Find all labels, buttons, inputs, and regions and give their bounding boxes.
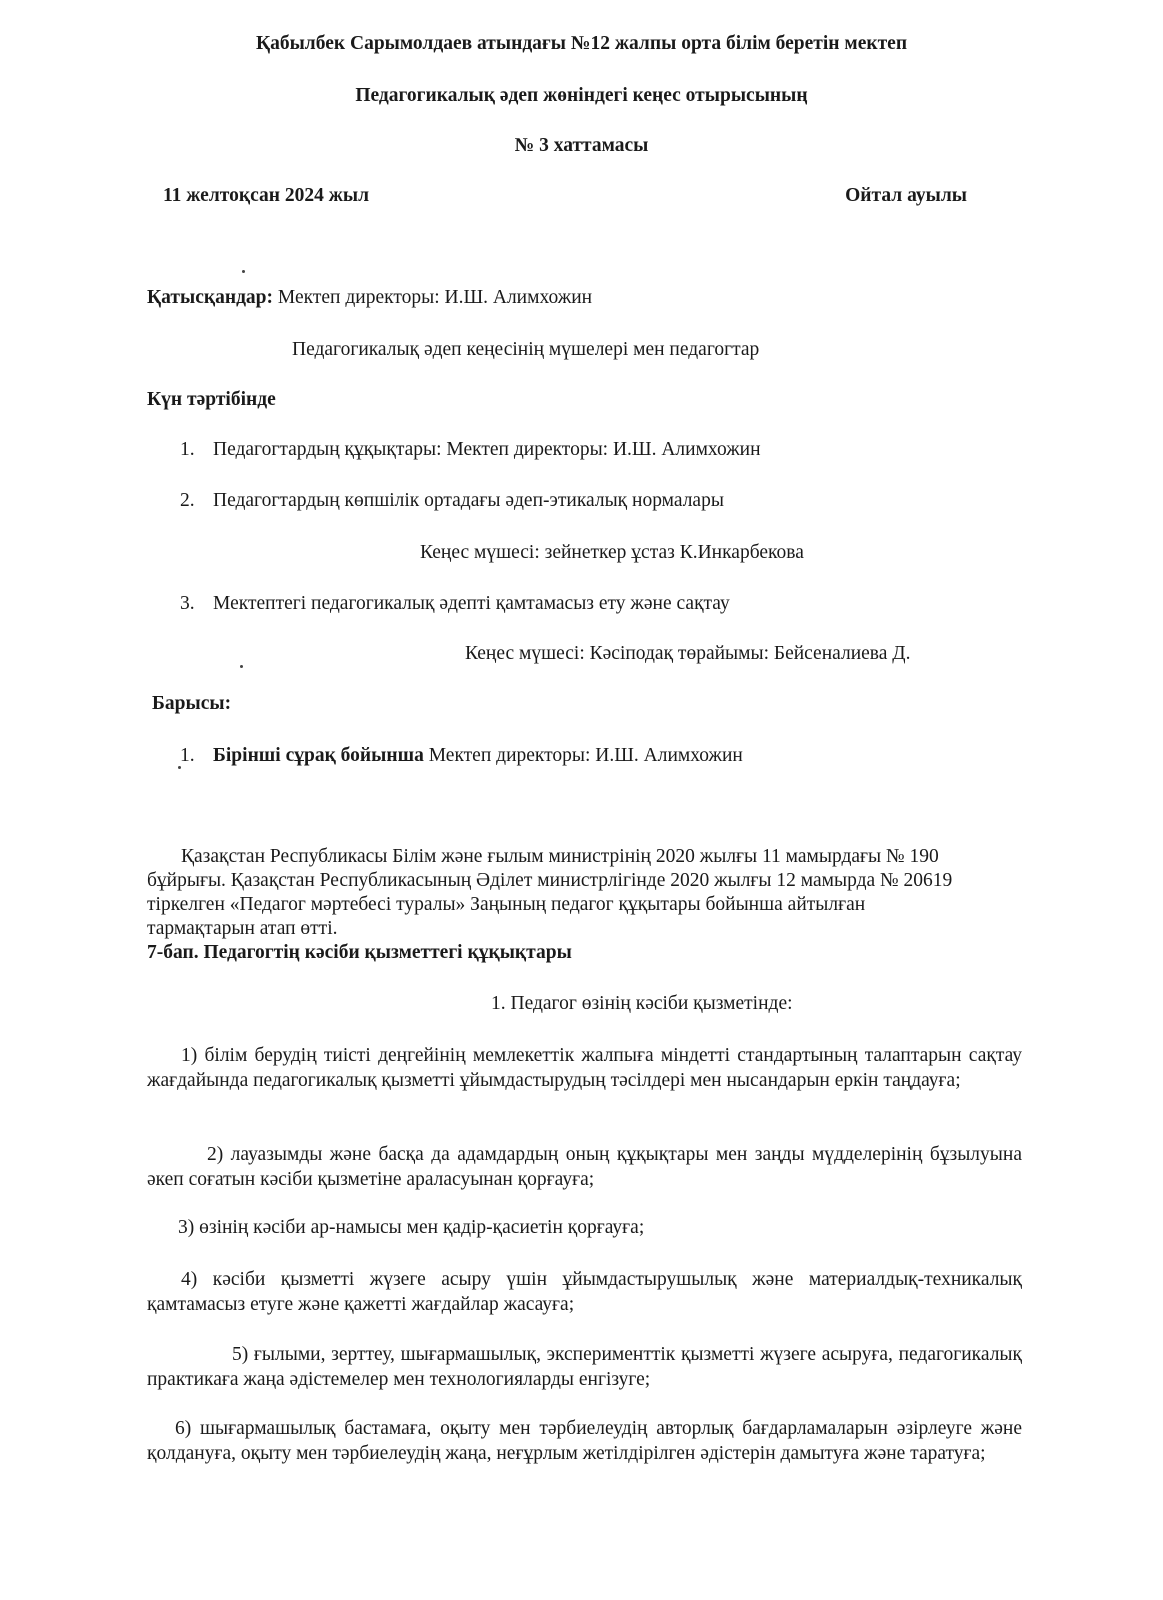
agenda-item-1-number: 1. (180, 439, 195, 460)
right-item-1: 1) білім берудің тиісті деңгейінің мемлекеттік жалпыға міндетті стандартының талаптарын сақтау жағдайында педагогикалық қызметті ұйымдастырудың тәсілдері мен нысандарын еркін таңдауға; (147, 1045, 1022, 1091)
agenda-item-1-text: Педагогтардың құқықтары: Мектеп директоры: И.Ш. Алимхожин (213, 439, 761, 460)
agenda-item-2-number: 2. (180, 490, 195, 511)
progress-item-rest: Мектеп директоры: И.Ш. Алимхожин (423, 745, 743, 766)
intro-line-1: Қазақстан Республикасы Білім және ғылым министрінің 2020 жылғы 11 мамырдағы № 190 (181, 846, 939, 867)
progress-title: Барысы: (152, 693, 232, 714)
agenda-item-2-speaker: Кеңес мүшесі: зейнеткер ұстаз К.Инкарбекова (420, 542, 804, 563)
intro-line-4: тармақтарын атап өтті. (147, 918, 338, 939)
agenda-item-3-number: 3. (180, 593, 195, 614)
scan-speck (240, 665, 243, 668)
right-item-2: 2) лауазымды және басқа да адамдардың оның құқықтары мен заңды мүдделерінің бұзылуына әкеп соғатын кәсіби қызметіне араласуынан қорғауға; (147, 1144, 1022, 1190)
agenda-item-3-text: Мектептегі педагогикалық әдепті қамтамасыз ету және сақтау (213, 593, 730, 614)
meeting-place: Ойтал ауылы (845, 185, 967, 206)
participants-line (147, 286, 592, 310)
intro-line-3: тіркелген «Педагог мәртебесі туралы» Заңының педагог құқытары бойынша айтылған (147, 894, 866, 915)
right-item-5: 5) ғылыми, зерттеу, шығармашылық, эксперименттік қызметті жүзеге асыруға, педагогикалық практикаға жаңа әдістемелер мен технологияларды енгізуге; (147, 1344, 1022, 1390)
agenda-item-2-text: Педагогтардың көпшілік ортадағы әдеп-этикалық нормалары (213, 490, 724, 511)
scan-speck (178, 766, 181, 769)
participants-director: Мектеп директоры: И.Ш. Алимхожин (273, 287, 593, 308)
article-clause: 1. Педагог өзінің кәсіби қызметінде: (491, 993, 793, 1014)
right-item-3: 3) өзінің кәсіби ар-намысы мен қадір-қасиетін қорғауға; (178, 1217, 645, 1238)
intro-line-2: бұйрығы. Қазақстан Республикасының Әділет министрлігінде 2020 жылғы 12 мамырда № 20619 (147, 870, 953, 891)
school-name: Қабылбек Сарымолдаев атындағы №12 жалпы орта білім беретін мектеп (255, 33, 908, 54)
agenda-title: Күн тәртібінде (147, 389, 276, 410)
council-title: Педагогикалық әдеп жөніндегі кеңес отырысының (355, 85, 808, 106)
progress-item (213, 744, 743, 768)
progress-item-bold: Бірінші сұрақ бойынша (213, 745, 424, 766)
right-item-4: 4) кәсіби қызметті жүзеге асыру үшін ұйымдастырушылық және материалдық-техникалық қамтамасыз етуге және қажетті жағдайлар жасауға; (147, 1269, 1022, 1315)
scan-speck (242, 270, 245, 273)
agenda-item-3-speaker: Кеңес мүшесі: Кәсіподақ төрайымы: Бейсеналиева Д. (465, 643, 911, 664)
right-item-6: 6) шығармашылық бастамаға, оқыту мен тәрбиелеудің авторлық бағдарламаларын әзірлеуге және қолдануға, оқыту мен тәрбиелеудің жаңа, неғұрлым жетілдірілген әдістерін дамытуға және таратуға; (147, 1418, 1022, 1464)
participants-members: Педагогикалық әдеп кеңесінің мүшелері мен педагогтар (292, 339, 760, 360)
protocol-number: № 3 хаттамасы (514, 135, 649, 156)
progress-item-number: 1. (180, 745, 195, 766)
participants-label: Қатысқандар: (147, 287, 274, 308)
meeting-date: 11 желтоқсан 2024 жыл (163, 185, 370, 206)
article-title: 7-бап. Педагогтің кәсіби қызметтегі құқықтары (147, 942, 572, 963)
